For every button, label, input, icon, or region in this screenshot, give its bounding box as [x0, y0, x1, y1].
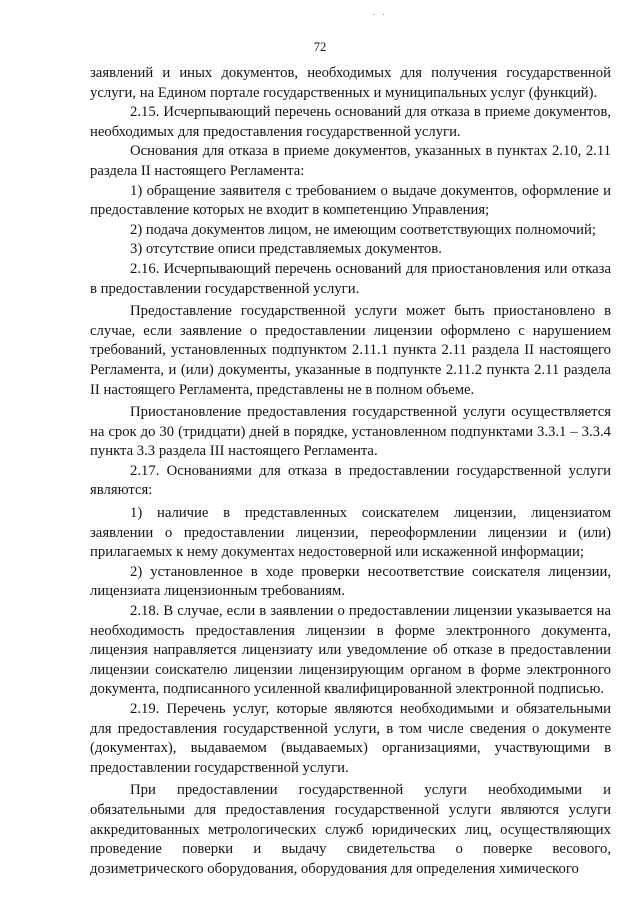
list-item-3: 3) отсутствие описи представляемых документов.	[130, 241, 442, 258]
list-item-refusal-1: 1) наличие в представленных соискателем лицензии, лицензиатом заявлении о предоставлении лицензии, переоформлении лицензии и (или) прилагаемых к нему документах недостоверной или искаженной информации;	[90, 505, 611, 561]
paragraph-suspension: Предоставление государственной услуги может быть приостановлено в случае, если заявление о предоставлении лицензии оформлено с нарушением требований, установленных подпунктом 2.11.1 пункта 2.11 раздела II настоящего Регламента, и (или) документы, указанные в подпункте 2.11.2 пункта 2.11 раздела II настоящего Регламента, представлены не в полном объеме.	[90, 303, 611, 398]
scan-artifact: · ·	[372, 10, 388, 21]
paragraph-suspension-term: Приостановление предоставления государственной услуги осуществляется на срок до 30 (тридцати) дней в порядке, установленном подпунктами 3.3.1 – 3.3.4 пункта 3.3 раздела III настоящего Регламента.	[90, 404, 611, 460]
list-item-2: 2) подача документов лицом, не имеющим соответствующих полномочий;	[130, 221, 596, 238]
list-item-refusal-2: 2) установленное в ходе проверки несоответствие соискателя лицензии, лицензиата лицензионным требованиям.	[90, 563, 611, 600]
document-body	[90, 64, 611, 879]
paragraph-2-16: 2.16. Исчерпывающий перечень оснований для приостановления или отказа в предоставлении государственной услуги.	[90, 260, 611, 297]
page-number: 72	[313, 40, 327, 54]
paragraph-2-19: 2.19. Перечень услуг, которые являются необходимыми и обязательными для предоставления государственной услуги, в том числе сведения о документе (документах), выдаваемом (выдаваемых) организациями, участвующими в предоставлении государственной услуги.	[90, 701, 611, 776]
paragraph-2-17: 2.17. Основаниями для отказа в предоставлении государственной услуги являются:	[90, 462, 611, 499]
paragraph-continuation: заявлений и иных документов, необходимых для получения государственной услуги, на Едином портале государственных и муниципальных услуг (функций).	[90, 65, 611, 101]
list-item-1: 1) обращение заявителя с требованием о выдаче документов, оформление и предоставление которых не входит в компетенцию Управления;	[90, 182, 611, 219]
paragraph-2-15: 2.15. Исчерпывающий перечень оснований для отказа в приеме документов, необходимых для предоставления государственной услуги.	[90, 104, 611, 140]
paragraph-grounds-intro: Основания для отказа в приеме документов, указанных в пунктах 2.10, 2.11 раздела II настоящего Регламента:	[90, 143, 611, 179]
paragraph-required-services: При предоставлении государственной услуги необходимыми и обязательными для предоставления государственной услуги являются услуги аккредитованных метрологических служб юридических лиц, осуществляющих проведение поверки и выдачу свидетельства о поверке весового, дозиметрического оборудования, оборудования для определения химического	[90, 782, 611, 877]
paragraph-2-18: 2.18. В случае, если в заявлении о предоставлении лицензии указывается на необходимость предоставления лицензии в форме электронного документа, лицензия направляется лицензиату или уведомление об отказе в предоставлении лицензии соискателю лицензии лицензирующим органом в форме электронного документа, подписанного усиленной квалифицированной электронной подписью.	[90, 603, 611, 698]
